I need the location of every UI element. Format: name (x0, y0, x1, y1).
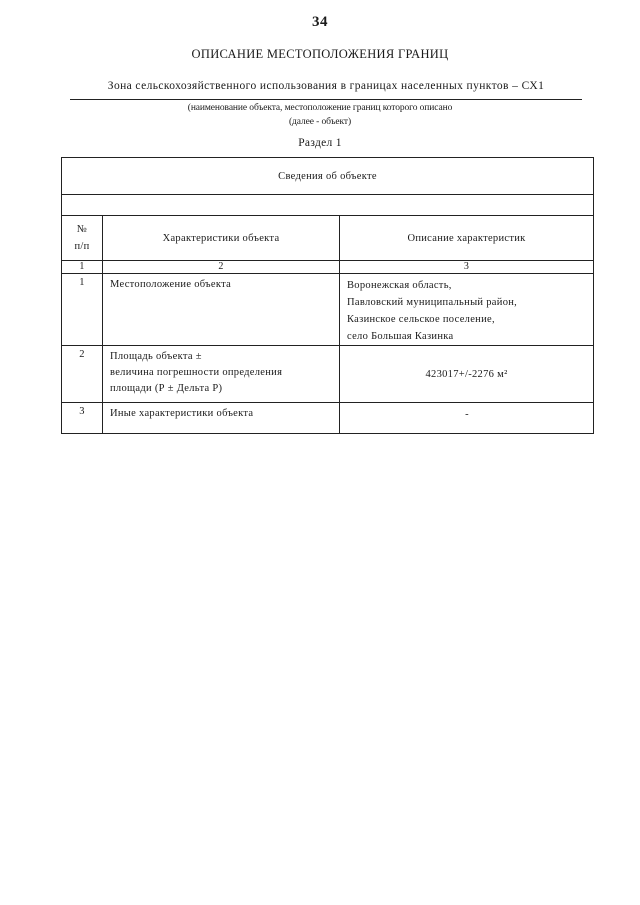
area-value: 423017+/-2276 м² (425, 368, 508, 380)
blank-cell (62, 195, 594, 216)
row-number: 2 (62, 346, 103, 403)
header-description: Описание характеристик (340, 216, 594, 261)
zone-underline (70, 99, 582, 100)
header-num (62, 216, 103, 261)
table-row (62, 346, 594, 403)
index-cell: 3 (340, 261, 594, 274)
table-index-row (62, 261, 594, 274)
row-number: 3 (62, 403, 103, 434)
characteristic-line: величина погрешности определения (110, 367, 283, 378)
section-label: Раздел 1 (298, 137, 342, 149)
header-num-line2: п/п (74, 241, 90, 252)
table-row (62, 403, 594, 434)
table-row (62, 274, 594, 346)
description-line: село Большая Казинка (347, 331, 454, 342)
table-blank-row (62, 195, 594, 216)
characteristic-line: Площадь объекта ± (110, 351, 202, 362)
characteristic-line: площади (Р ± Дельта Р) (110, 383, 223, 394)
row-description (340, 403, 594, 434)
object-info-table (61, 157, 594, 434)
description-line: - (465, 409, 469, 420)
index-cell: 2 (103, 261, 340, 274)
index-cell: 1 (62, 261, 103, 274)
page-number: 34 (312, 14, 328, 30)
row-characteristic (103, 346, 340, 403)
row-characteristic (103, 274, 340, 346)
table-title-row (62, 158, 594, 195)
description-line: Павловский муниципальный район, (347, 297, 518, 308)
row-description (340, 274, 594, 346)
row-description (340, 346, 594, 403)
description-line: Воронежская область, (347, 280, 452, 291)
caption-line-2: (далее - объект) (288, 117, 352, 127)
document-title: ОПИСАНИЕ МЕСТОПОЛОЖЕНИЯ ГРАНИЦ (191, 47, 449, 61)
table-title: Сведения об объекте (62, 158, 594, 195)
characteristic-line: Местоположение объекта (110, 279, 232, 290)
row-number: 1 (62, 274, 103, 346)
caption-line-1: (наименование объекта, местоположение границ которого описано (187, 103, 453, 113)
row-characteristic (103, 403, 340, 434)
header-characteristics: Характеристики объекта (103, 216, 340, 261)
characteristic-line: Иные характеристики объекта (110, 408, 254, 419)
description-line: Казинское сельское поселение, (347, 314, 495, 325)
header-num-line1: № (76, 224, 88, 235)
table-header-row (62, 216, 594, 261)
zone-name: Зона сельскохозяйственного использования в границах населенных пунктов – СХ1 (107, 80, 545, 92)
